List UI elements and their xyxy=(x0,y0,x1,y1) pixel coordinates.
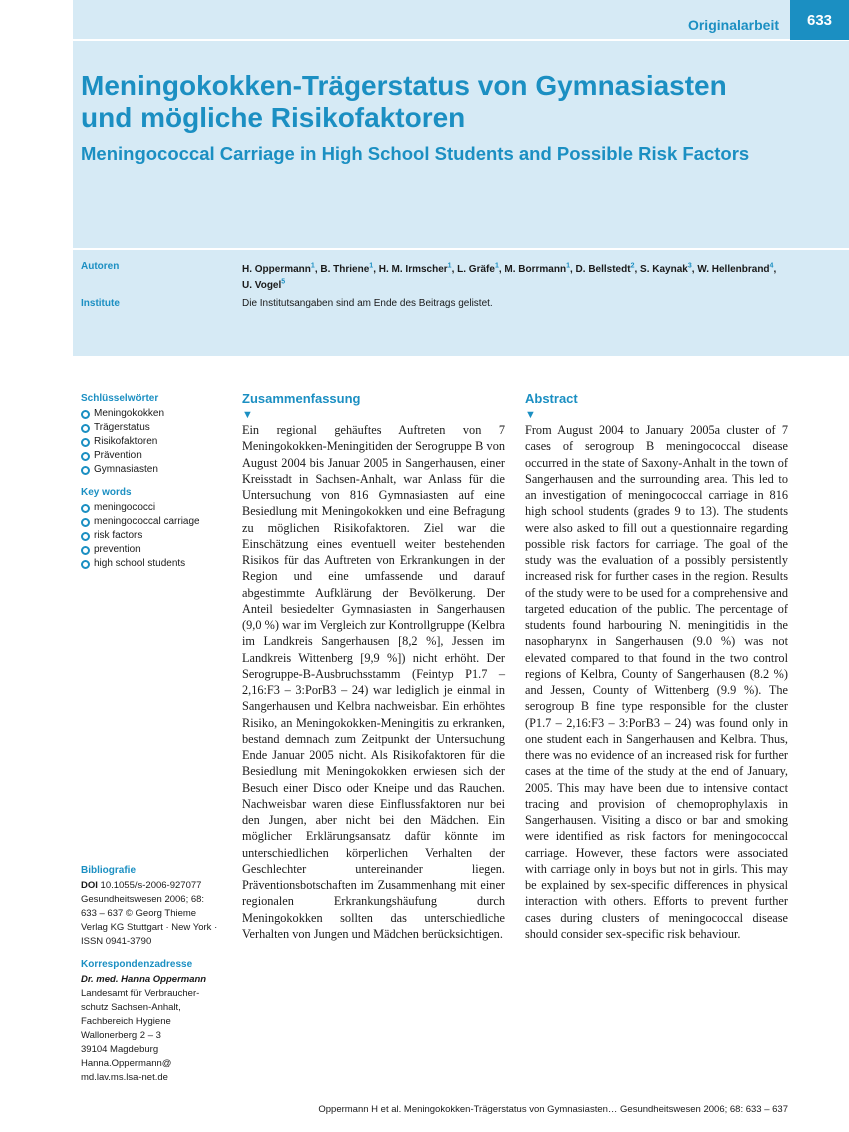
zusammenfassung-body: Ein regional gehäuftes Auftreten von 7 Meningokokken-Meningitiden der Serogruppe B von August 2004 bis Januar 2005 in Sangerhausen, einer Kreisstadt in Sachsen-Anhalt, war Anlass für die Untersuchung von 816 Gymnasiasten auf eine Besiedlung mit Meningokokken und eine Befragung zu möglichen Risikofaktoren. Ziel war die Einschätzung eines eventuell weiter bestehenden Risikos für das Auftreten von Erkrankungen in der Region und eine umfassende und darauf abgestimmte Aufklärung der Bevölkerung. Der Anteil besiedelter Gymnasiasten in Sangerhausen (9,0 %) war im Vergleich zur Kontrollgruppe (Kelbra im Landkreis Sangerhausen [8,2 %], Jessen im Landkreis Wittenberg [9,9 %]) nicht erhöht. Der Serogruppe-B-Ausbruchsstamm (Feintyp P1.7 – 2,16:F3 – 3:PorB3 – 24) war lediglich je einmal in Sangerhausen und Kelbra nachweisbar. Ein erhöhtes Risiko, an Meningokokken-Meningitis zu erkranken, bestand demnach zum Zeitpunkt der Untersuchung Ende Januar 2005 nicht. Als Risikofaktoren für die Besiedlung mit Meningokokken erwiesen sich der Besuch einer Disco oder Kneipe und das Rauchen. Nachweisbar waren diese Einflussfaktoren nur bei den Jungen, aber nicht bei den Mädchen. Ein möglicher Erklärungsansatz dafür könnte im unterschiedlichen körperlichen Verhalten der Geschlechter untereinander liegen. Präventionsbotschaften im Zusammenhang mit einer regionalen Erkrankungshäufung durch Meningokokken sollten das unterschiedliche Verhalten von Jungen und Mädchen berücksichtigen. xyxy=(242,423,505,941)
bibliography-line: ISSN 0941-3790 xyxy=(81,936,152,947)
author-3: H. M. Irmscher$^1$, xyxy=(378,263,458,276)
keyword-de-item: Gymnasiasten xyxy=(81,463,231,477)
author-2: B. Thriene$^1$, xyxy=(320,263,379,276)
bibliography-line: Verlag KG Stuttgart · New York · xyxy=(81,922,218,933)
author-7: S. Kaynak$^3$, xyxy=(640,263,698,276)
circle-bullet-icon xyxy=(81,466,90,475)
circle-bullet-icon xyxy=(81,504,90,513)
keyword-en-item: meningococcal carriage xyxy=(81,515,231,529)
circle-bullet-icon xyxy=(81,546,90,555)
author-6: D. Bellstedt$^2$, xyxy=(575,263,641,276)
correspondence-name: Dr. med. Hanna Oppermann xyxy=(81,974,207,985)
abstract-body: From August 2004 to January 2005a cluster of 7 cases of serogroup B meningococcal disease occurred in the state of Saxony-Anhalt in the town of Sangerhausen and the surrounding area. This led to an investigation of meningococcal carriage in 816 high school students (grades 9 to 13). The students were also asked to fill out a questionnaire regarding possible risk factors for carriage. The goal of the study was the evaluation of a possibly persistently increased risk for further cases in the region. Results of the study were to be used for a comprehensive and targeted education of the public. The percentage of students found harbouring N. meningitidis in the nasopharynx in Sangerhausen (9.0 %) was not elevated compared to that found in the two control regions of Kelbra, County of Sangerhausen (8.2 %) and Jessen, County of Wittenberg (9.9 %). The serogroup B fine type responsible for the cluster (P1.7 – 2,16:F3 – 3:PorB3 – 24) was found only in one student each in Sangerhausen and Kelbra. Thus, there was no evidence of an increased risk for further cases at the time of the study at the end of January, 2005. This may have been due to intensive contact tracing and provision of chemoprophylaxis in Sangerhausen. Visiting a disco or bar and smoking were identified as risk factors for meningococcal carriage. However, these factors were associated with carriage only in boys but not in girls. This may be explained by sex-specific differences in physical interaction with others. Efforts to prevent further cases during clusters of meningococcal disease should consider sex-specific risk behaviour. xyxy=(525,423,788,941)
correspondence-line: 39104 Magdeburg xyxy=(81,1044,159,1055)
page-number: 633 xyxy=(790,0,849,40)
correspondence-heading: Korrespondenzadresse xyxy=(81,959,193,970)
author-5: M. Borrmann$^1$, xyxy=(504,263,576,276)
keyword-de-item: Prävention xyxy=(81,449,231,463)
footer-citation: Oppermann H et al. Meningokokken-Trägerstatus von Gymnasiasten… Gesundheitswesen 2006; 68: 633 – 637 xyxy=(318,1104,788,1115)
keyword-de-item: Meningokokken xyxy=(81,407,231,421)
circle-bullet-icon xyxy=(81,518,90,527)
article-title-en: Meningococcal Carriage in High School Students and Possible Risk Factors xyxy=(81,143,750,164)
keyword-de-item: Trägerstatus xyxy=(81,421,231,435)
circle-bullet-icon xyxy=(81,424,90,433)
bibliography-line: Gesundheitswesen 2006; 68: xyxy=(81,894,205,905)
institute-label: Institute xyxy=(81,298,120,309)
circle-bullet-icon xyxy=(81,560,90,569)
header-divider xyxy=(73,248,849,250)
author-8: W. Hellenbrand$^4$, xyxy=(697,263,777,276)
abstract-heading: Abstract xyxy=(525,391,578,406)
keywords-en-heading: Key words xyxy=(81,487,132,498)
keywords-de-block xyxy=(81,392,231,477)
correspondence-line: Fachbereich Hygiene xyxy=(81,1016,171,1027)
title-de-line2: und mögliche Risikofaktoren xyxy=(81,102,466,133)
correspondence-email: md.lav.ms.lsa-net.de xyxy=(81,1072,168,1083)
author-4: L. Gräfe$^1$, xyxy=(457,263,505,276)
author-list xyxy=(242,261,802,293)
zusammenfassung-column xyxy=(242,391,505,942)
authors-label: Autoren xyxy=(81,261,120,272)
keyword-en-item: prevention xyxy=(81,543,231,557)
keywords-en-block xyxy=(81,486,231,571)
keywords-de-heading: Schlüsselwörter xyxy=(81,393,159,404)
correspondence-line: schutz Sachsen-Anhalt, xyxy=(81,1002,181,1013)
title-de-line1: Meningokokken-Trägerstatus von Gymnasiasten xyxy=(81,70,727,101)
section-label: Originalarbeit xyxy=(687,17,779,33)
header-topline xyxy=(73,39,849,41)
institute-text: Die Institutsangaben sind am Ende des Beitrags gelistet. xyxy=(242,298,493,309)
article-title-de xyxy=(81,70,801,134)
author-1: H. Oppermann$^1$, xyxy=(242,263,321,276)
circle-bullet-icon xyxy=(81,532,90,541)
keyword-en-item: meningococci xyxy=(81,501,231,515)
bibliography-line: 633 – 637 © Georg Thieme xyxy=(81,908,197,919)
correspondence-email: Hanna.Oppermann@ xyxy=(81,1058,172,1069)
circle-bullet-icon xyxy=(81,410,90,419)
keyword-en-item: risk factors xyxy=(81,529,231,543)
bibliography-block xyxy=(81,864,231,949)
doi-line: DOI 10.1055/s-2006-927077 xyxy=(81,880,202,891)
zusammenfassung-heading: Zusammenfassung xyxy=(242,391,361,406)
correspondence-line: Wallonerberg 2 – 3 xyxy=(81,1030,161,1041)
keyword-en-item: high school students xyxy=(81,557,231,571)
circle-bullet-icon xyxy=(81,438,90,447)
abstract-column xyxy=(525,391,788,942)
keyword-de-item: Risikofaktoren xyxy=(81,435,231,449)
bibliography-heading: Bibliografie xyxy=(81,865,137,876)
triangle-down-icon: ▼ xyxy=(242,409,253,421)
correspondence-line: Landesamt für Verbraucher- xyxy=(81,988,200,999)
correspondence-block xyxy=(81,958,231,1085)
triangle-down-icon: ▼ xyxy=(525,409,536,421)
circle-bullet-icon xyxy=(81,452,90,461)
author-9: U. Vogel$^5$ xyxy=(242,278,286,292)
